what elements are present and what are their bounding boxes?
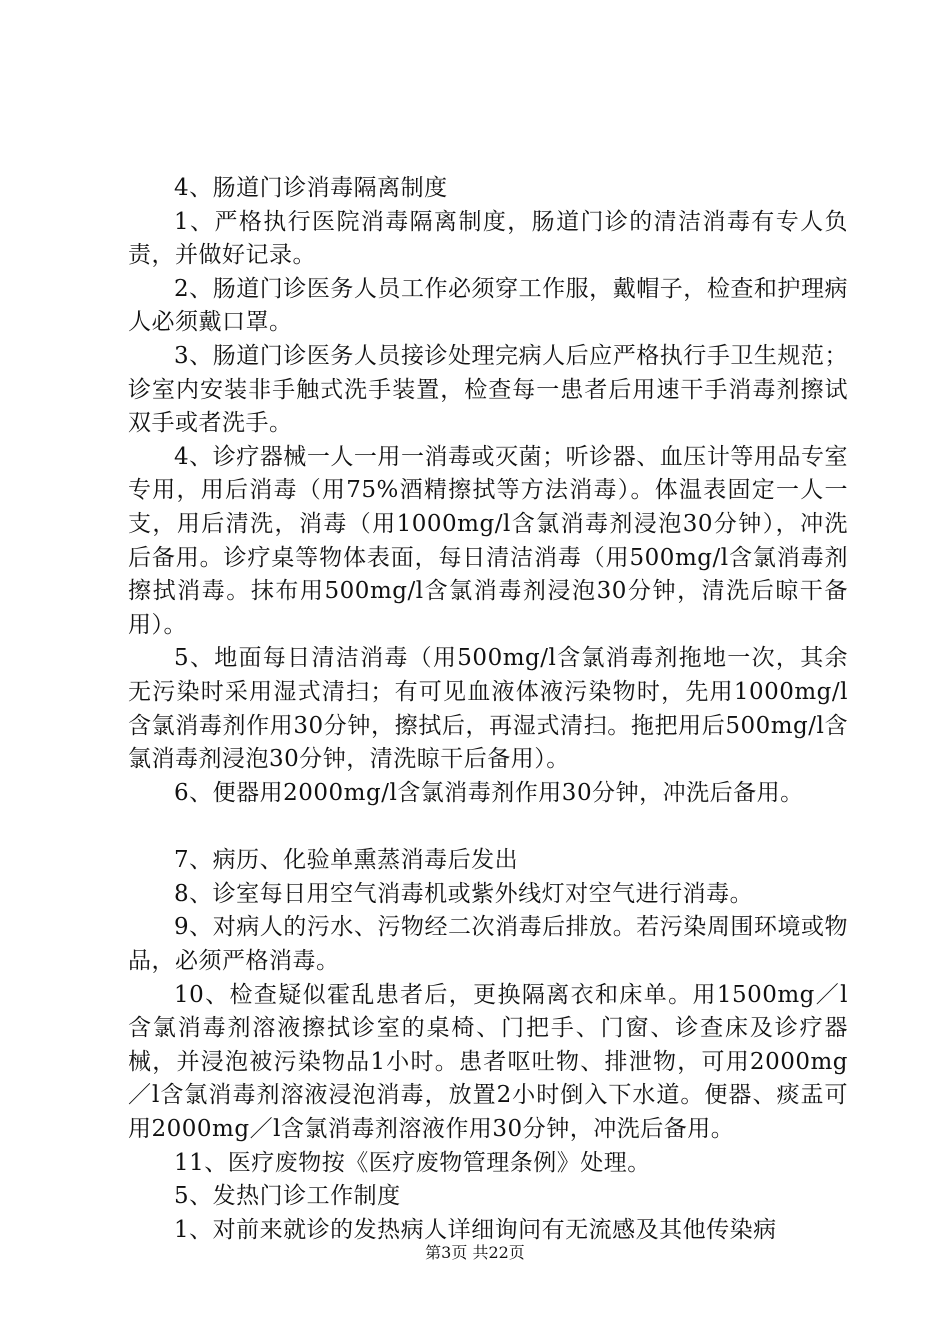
paragraph-item-10: 10、检查疑似霍乱患者后，更换隔离衣和床单。用1500mg／l含氯消毒剂溶液擦拭诊室的桌椅、门把手、门窗、诊查床及诊疗器械，并浸泡被污染物品1小时。患者呕吐物、排泄物，可用2000mg／l含氯消毒剂溶液浸泡消毒，放置2小时倒入下水道。便器、痰盂可用2000mg／l含氯消毒剂溶液作用30分钟，冲洗后备用。 xyxy=(128,981,848,1143)
document-body xyxy=(128,172,848,1247)
paragraph-item-4: 4、诊疗器械一人一用一消毒或灭菌；听诊器、血压计等用品专室专用，用后消毒（用75%酒精擦拭等方法消毒）。体温表固定一人一支，用后清洗，消毒（用1000mg/l含氯消毒剂浸泡30分钟），冲洗后备用。诊疗桌等物体表面，每日清洁消毒（用500mg/l含氯消毒剂擦拭消毒。抹布用500mg/l含氯消毒剂浸泡30分钟，清洗后晾干备用）。 xyxy=(128,443,848,638)
paragraph-fever-item-1: 1、对前来就诊的发热病人详细询问有无流感及其他传染病 xyxy=(174,1216,777,1243)
paragraph-item-11: 11、医疗废物按《医疗废物管理条例》处理。 xyxy=(174,1149,651,1176)
page-footer xyxy=(0,1243,950,1263)
paragraph-item-1: 1、严格执行医院消毒隔离制度，肠道门诊的清洁消毒有专人负责，并做好记录。 xyxy=(128,208,848,269)
paragraph-item-2: 2、肠道门诊医务人员工作必须穿工作服，戴帽子，检查和护理病人必须戴口罩。 xyxy=(128,275,848,336)
section-heading-fever-clinic: 5、发热门诊工作制度 xyxy=(174,1183,401,1210)
section-heading-intestinal-clinic: 4、肠道门诊消毒隔离制度 xyxy=(174,175,448,201)
paragraph-item-5: 5、地面每日清洁消毒（用500mg/l含氯消毒剂拖地一次，其余无污染时采用湿式清扫；有可见血液体液污染物时，先用1000mg/l含氯消毒剂作用30分钟，擦拭后，再湿式清扫。拖把用后500mg/l含氯消毒剂浸泡30分钟，清洗晾干后备用）。 xyxy=(128,645,848,773)
paragraph-item-9: 9、对病人的污水、污物经二次消毒后排放。若污染周围环境或物品，必须严格消毒。 xyxy=(128,914,848,975)
paragraph-item-6: 6、便器用2000mg/l含氯消毒剂作用30分钟，冲洗后备用。 xyxy=(174,779,804,806)
paragraph-item-7: 7、病历、化验单熏蒸消毒后发出 xyxy=(174,847,519,874)
paragraph-item-3: 3、肠道门诊医务人员接诊处理完病人后应严格执行手卫生规范；诊室内安装非手触式洗手装置，检查每一患者后用速干手消毒剂擦试双手或者洗手。 xyxy=(128,342,848,437)
paragraph-item-8: 8、诊室每日用空气消毒机或紫外线灯对空气进行消毒。 xyxy=(174,880,754,907)
page-number-label: 第3页 共22页 xyxy=(425,1243,525,1262)
